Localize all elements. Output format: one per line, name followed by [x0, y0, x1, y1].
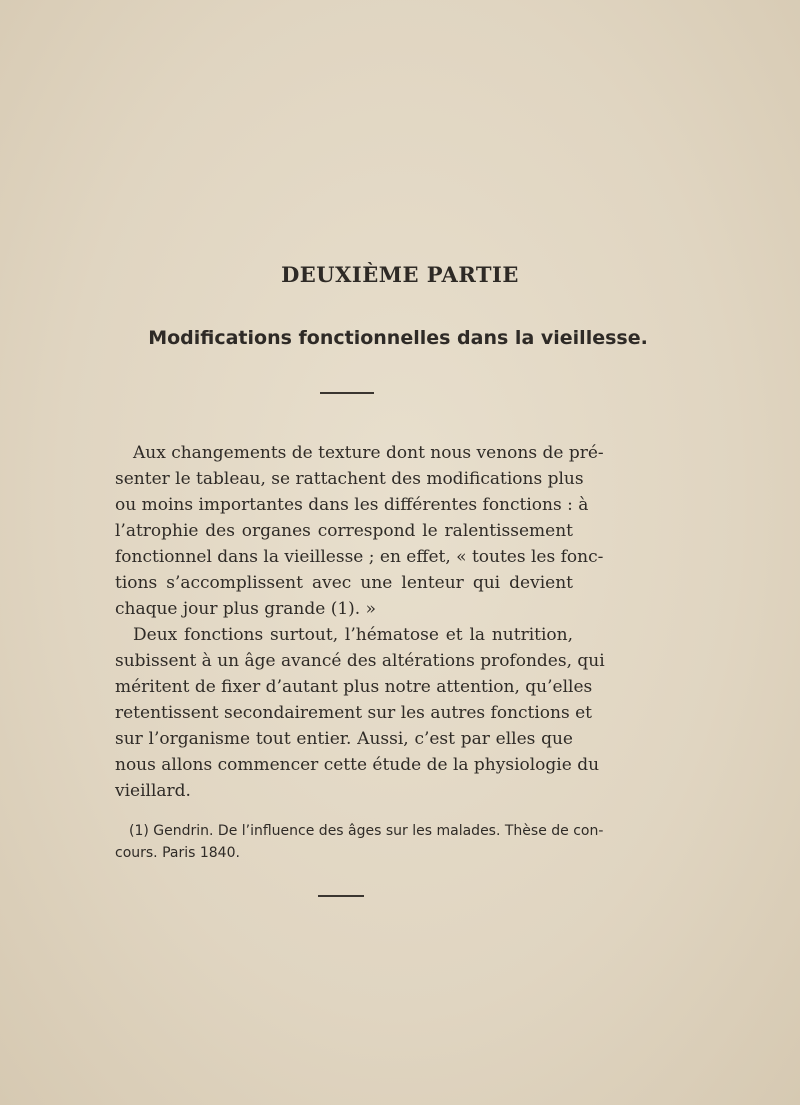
text-line: fonctionnel dans la vieillesse ; en effet, « toutes les fonc-: [115, 547, 604, 567]
footnote-line: (1) Gendrin. De l’influence des âges sur les malades. Thèse de con-: [129, 823, 604, 839]
chapter-title: Modifications fonctionnelles dans la vieillesse.: [148, 327, 648, 349]
body-text: [115, 440, 605, 804]
section-divider-top: [320, 392, 374, 394]
text-line: l’atrophie des organes correspond le ralentissement: [115, 521, 573, 541]
text-line: chaque jour plus grande (1). »: [115, 599, 377, 619]
text-line: nous allons commencer cette étude de la physiologie du: [115, 755, 600, 775]
footnote: [115, 820, 604, 864]
text-line: vieillard.: [115, 781, 191, 801]
text-line: Deux fonctions surtout, l’hématose et la nutrition,: [133, 625, 573, 645]
text-line: Aux changements de texture dont nous venons de pré-: [133, 443, 604, 463]
text-line: sur l’organisme tout entier. Aussi, c’est par elles que: [115, 729, 573, 749]
footnote-line: cours. Paris 1840.: [115, 845, 240, 861]
text-line: ou moins importantes dans les différentes fonctions : à: [115, 495, 589, 515]
text-line: méritent de fixer d’autant plus notre attention, qu’elles: [115, 677, 593, 697]
text-line: tions s’accomplissent avec une lenteur qui devient: [115, 573, 573, 593]
text-line: senter le tableau, se rattachent des modifications plus: [115, 469, 584, 489]
section-divider-bottom: [318, 895, 364, 897]
text-line: subissent à un âge avancé des altérations profondes, qui: [115, 651, 605, 671]
text-line: retentissent secondairement sur les autres fonctions et: [115, 703, 593, 723]
part-title: DEUXIÈME PARTIE: [281, 262, 519, 287]
